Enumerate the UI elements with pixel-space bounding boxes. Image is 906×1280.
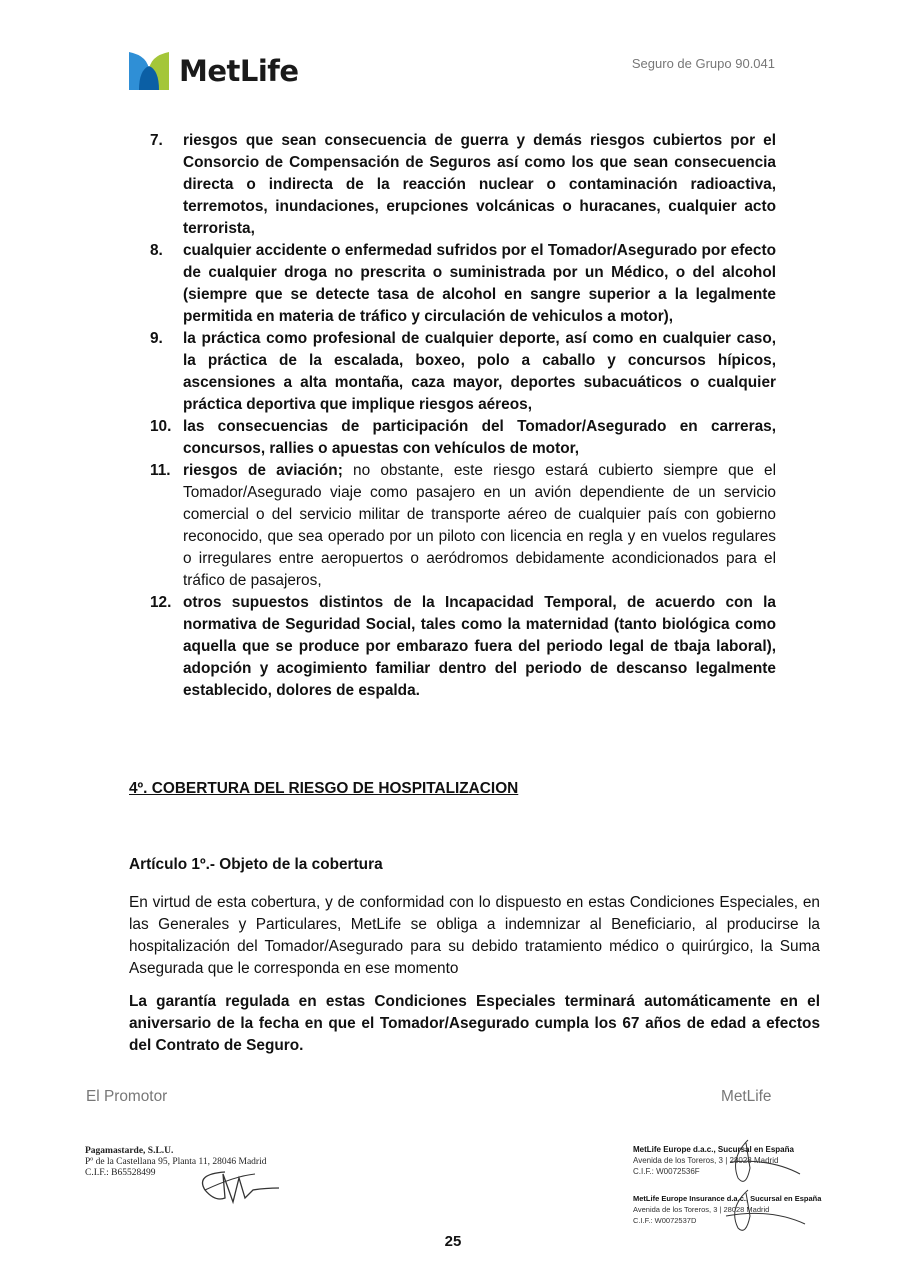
metlife-label: MetLife bbox=[721, 1088, 772, 1105]
metlife-logo bbox=[129, 52, 299, 90]
item-text: otros supuestos distintos de la Incapacidad Temporal, de acuerdo con la normativa de Seguridad Social, tales como la maternidad (tanto biológica como aquella que se produce por embarazo fuera del periodo legal de tbaja laboral), adopción y acogimiento familiar dentro del periodo de descanso legalmente establecido, dolores de espalda. bbox=[183, 594, 776, 699]
item-number: 12. bbox=[150, 594, 172, 611]
item-number: 7. bbox=[150, 132, 163, 149]
paragraph-bold: La garantía regulada en estas Condiciones Especiales terminará automáticamente en el aniversario de la fecha en que el Tomador/Asegurado cumpla los 67 años de edad a efectos del Contrato de Seguro. bbox=[129, 993, 820, 1054]
stamp-address: Pº de la Castellana 95, Planta 11, 28046 Madrid bbox=[85, 1157, 267, 1167]
metlife-signature-icon bbox=[700, 1138, 810, 1233]
list-item bbox=[150, 130, 776, 240]
exclusions-list bbox=[150, 130, 776, 702]
item-number: 11. bbox=[150, 462, 171, 479]
stamp-cif: C.I.F.: W0072536F bbox=[633, 1167, 700, 1176]
item-text-regular: no obstante, este riesgo estará cubierto siempre que el Tomador/Asegurado viaje como pasajero en un avión dependiente de un servicio comercial o del servicio militar de transporte aéreo de cualquier país con gobierno reconocido, que sea operado por un piloto con licencia en regla y en vuelos regulares o irregulares entre aeropuertos o aeródromos debidamente acondicionados para el tráfico de pasajeros, bbox=[183, 462, 776, 589]
list-item bbox=[150, 328, 776, 416]
item-text: riesgos que sean consecuencia de guerra y demás riesgos cubiertos por el Consorcio de Compensación de Seguros así como los que sean consecuencia directa o indirecta de la reacción nuclear o contaminación radioactiva, terremotos, inundaciones, erupciones volcánicas o huracanes, cualquier acto terrorista, bbox=[183, 132, 776, 237]
list-item bbox=[150, 240, 776, 328]
item-number: 8. bbox=[150, 242, 163, 259]
paragraph: En virtud de esta cobertura, y de conformidad con lo dispuesto en estas Condiciones Especiales, en las Generales y Particulares, MetLife se obliga a indemnizar al Beneficiario, al producirse la hospitalización del Tomador/Asegurado para su debido tratamiento médico o quirúrgico, la Suma Asegurada que le corresponda en ese momento bbox=[129, 894, 820, 977]
item-text: la práctica como profesional de cualquier deporte, así como en cualquier caso, la práctica de la escalada, boxeo, polo a caballo y concursos hípicos, ascensiones a alta montaña, caza mayor, deportes subacuáticos o cualquier práctica deportiva que implique riesgos aéreos, bbox=[183, 330, 776, 413]
list-item bbox=[150, 460, 776, 592]
promotor-label: El Promotor bbox=[86, 1088, 168, 1105]
page-number: 25 bbox=[444, 1233, 462, 1250]
list-item bbox=[150, 592, 776, 702]
list-item bbox=[150, 416, 776, 460]
stamp-address: Avenida de los Toreros, 3 | 28028 Madrid bbox=[633, 1205, 770, 1214]
section-title: 4º. COBERTURA DEL RIESGO DE HOSPITALIZACION bbox=[129, 780, 519, 797]
policy-reference: Seguro de Grupo 90.041 bbox=[631, 56, 775, 71]
item-number: 10. bbox=[150, 418, 172, 435]
stamp-cif: C.I.F.: W0072537D bbox=[633, 1216, 697, 1225]
item-text bbox=[183, 460, 776, 592]
article-title: Artículo 1º.- Objeto de la cobertura bbox=[129, 856, 383, 873]
stamp-company: Pagamastarde, S.L.U. bbox=[85, 1146, 174, 1156]
item-text: cualquier accidente o enfermedad sufridos por el Tomador/Asegurado por efecto de cualquier droga no prescrita o suministrada por un Médico, o del alcohol (siempre que se detecte tasa de alcohol en sangre superior a la legalmente permitida en materia de tráfico y circulación de vehiculos a motor), bbox=[183, 242, 776, 325]
metlife-logo-icon bbox=[129, 52, 169, 90]
stamp-company: MetLife Europe Insurance d.a.c., Sucursal en España bbox=[633, 1194, 822, 1203]
item-text-bold: riesgos de aviación; bbox=[183, 462, 343, 479]
stamp-company: MetLife Europe d.a.c., Sucursal en España bbox=[633, 1145, 794, 1154]
item-number: 9. bbox=[150, 330, 163, 347]
promotor-signature-icon bbox=[195, 1168, 285, 1208]
logo-text: MetLife bbox=[179, 54, 299, 88]
stamp-address: Avenida de los Toreros, 3 | 28028 Madrid bbox=[633, 1156, 779, 1165]
item-text: las consecuencias de participación del Tomador/Asegurado en carreras, concursos, rallies o apuestas con vehículos de motor, bbox=[183, 418, 776, 457]
stamp-cif: C.I.F.: B65528499 bbox=[85, 1168, 156, 1178]
